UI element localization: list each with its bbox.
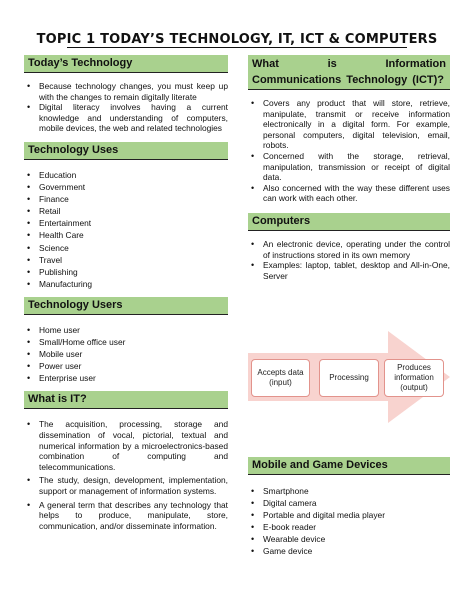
input-step-box: Accepts data (input) — [251, 359, 310, 397]
mobile-game-heading: Mobile and Game Devices — [248, 457, 450, 475]
computers-list — [248, 239, 450, 281]
process-diagram — [248, 331, 450, 423]
list-item: • Home user — [24, 324, 228, 336]
technology-users-heading: Technology Users — [24, 297, 228, 315]
list-item: • Game device — [248, 545, 450, 557]
what-is-it-list — [24, 419, 228, 531]
technology-uses-list — [24, 169, 228, 290]
list-item: • Travel — [24, 254, 228, 266]
list-item: • Also concerned with the way these different uses can work with each other. — [248, 183, 450, 204]
list-item: • Concerned with the storage, retrieval, manipulation, transmission or receipt of digital data. — [248, 151, 450, 183]
technology-uses-heading: Technology Uses — [24, 142, 228, 160]
list-item: • Entertainment — [24, 217, 228, 229]
list-item: • An electronic device, operating under the control of instructions stored in its own memory — [248, 239, 450, 260]
list-item: • Government — [24, 181, 228, 193]
list-item: • Publishing — [24, 266, 228, 278]
todays-technology-heading: Today’s Technology — [24, 55, 228, 73]
list-item: • E-book reader — [248, 521, 450, 533]
list-item: • Science — [24, 242, 228, 254]
list-item: • The acquisition, processing, storage and dissemination of vocal, pictorial, textual and numerical information by a microelectronics-based combination of computing and telecommunications. — [24, 419, 228, 472]
left-column — [24, 55, 228, 531]
page-title: TOPIC 1 TODAY’S TECHNOLOGY, IT, ICT & COMPUTERS — [36, 32, 438, 47]
computers-heading: Computers — [248, 213, 450, 231]
what-is-ict-heading: What is Information Communications Technology (ICT)? — [248, 55, 450, 90]
technology-users-list — [24, 324, 228, 384]
list-item: • Digital literacy involves having a current knowledge and understanding of computers, mobile devices, the web and related technologies — [24, 102, 228, 134]
list-item: • Smartphone — [248, 485, 450, 497]
list-item: • Digital camera — [248, 497, 450, 509]
list-item: • Wearable device — [248, 533, 450, 545]
list-item: • Power user — [24, 360, 228, 372]
list-item: • Mobile user — [24, 348, 228, 360]
what-is-ict-list — [248, 98, 450, 204]
right-column-lower — [248, 457, 450, 558]
list-item: • A general term that describes any technology that helps to produce, manipulate, store, communication, and/or disseminate information. — [24, 500, 228, 532]
list-item: • Manufacturing — [24, 278, 228, 290]
list-item: • Because technology changes, you must keep up with the changes to remain digitally literate — [24, 81, 228, 102]
list-item: • Retail — [24, 205, 228, 217]
list-item: • Examples: laptop, tablet, desktop and All-in-One, Server — [248, 260, 450, 281]
processing-step-box: Processing — [319, 359, 379, 397]
what-is-it-heading: What is IT? — [24, 391, 228, 409]
list-item: • Covers any product that will store, retrieve, manipulate, transmit or receive information electronically in a digital form. For example, personal computers, digital television, email, robots. — [248, 98, 450, 151]
list-item: • The study, design, development, implementation, support or management of information systems. — [24, 475, 228, 496]
list-item: • Portable and digital media player — [248, 509, 450, 521]
list-item: • Finance — [24, 193, 228, 205]
title-underline — [67, 47, 407, 48]
list-item: • Health Care — [24, 229, 228, 241]
output-step-box: Produces information (output) — [384, 359, 444, 397]
list-item: • Enterprise user — [24, 372, 228, 384]
todays-technology-list — [24, 81, 228, 134]
list-item: • Small/Home office user — [24, 336, 228, 348]
list-item: • Education — [24, 169, 228, 181]
right-column — [248, 55, 450, 281]
mobile-game-list — [248, 485, 450, 558]
